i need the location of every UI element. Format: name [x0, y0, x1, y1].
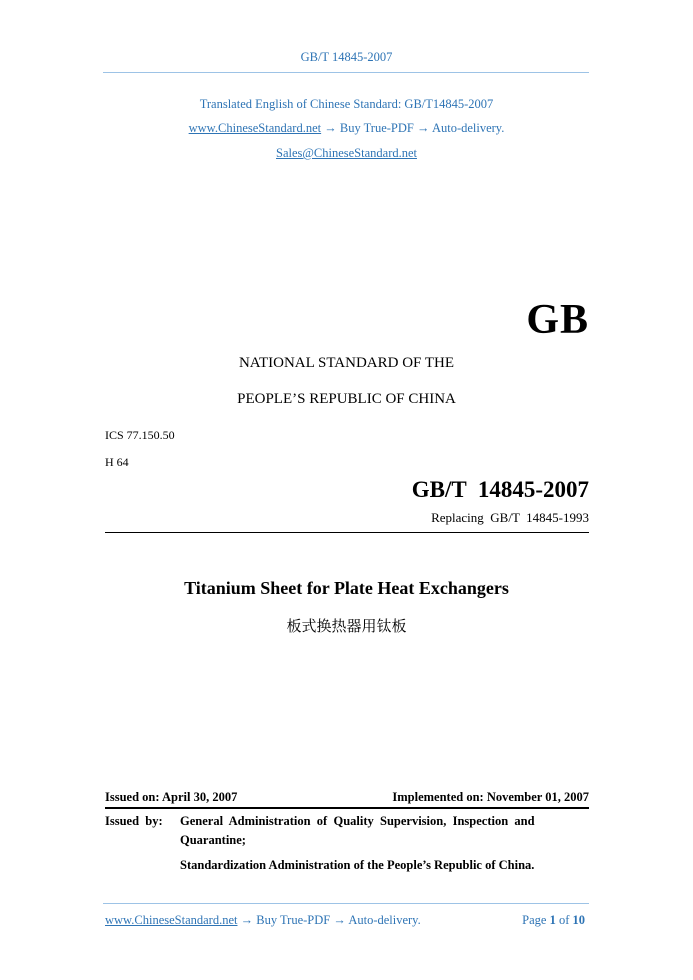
standard-number: GB/T 14845-2007 — [411, 477, 589, 502]
issued-on: Issued on: April 30, 2007 — [105, 790, 238, 804]
footer-buy-text: Buy True-PDF — [256, 913, 331, 927]
header-divider — [103, 72, 589, 73]
site-link[interactable]: www.ChineseStandard.net — [188, 121, 322, 135]
issue-divider — [105, 807, 589, 809]
of-word: of — [558, 913, 570, 927]
national-line1: NATIONAL STANDARD OF THE — [238, 355, 455, 371]
arrow-right-icon: → — [240, 913, 254, 927]
replacing-note: Replacing GB/T 14845-1993 — [431, 510, 589, 525]
title-chinese: 板式换热器用钛板 — [286, 617, 407, 635]
arrow-right-icon: → — [333, 913, 346, 927]
issued-by-label: Issued by: — [105, 814, 163, 828]
implemented-on: Implemented on: November 01, 2007 — [392, 790, 589, 804]
page-indicator — [522, 913, 585, 928]
arrow-right-icon: → — [417, 121, 430, 135]
footer-site-link[interactable]: www.ChineseStandard.net — [105, 913, 238, 927]
national-line2: PEOPLE’S REPUBLIC OF CHINA — [237, 391, 456, 407]
gb-logo: GB — [526, 297, 589, 343]
issuer-1: General Administration of Quality Supervision, Inspection and — [180, 814, 535, 828]
ics-code: ICS 77.150.50 — [105, 428, 175, 442]
page-word: Page — [522, 913, 547, 927]
page-total: 10 — [572, 913, 585, 927]
auto-delivery-text: Auto-delivery. — [431, 121, 505, 135]
title-divider — [105, 532, 589, 533]
notice-links — [0, 121, 693, 136]
issuer-1-continued: Quarantine; — [180, 833, 246, 847]
footer-divider — [103, 903, 589, 904]
email-link[interactable]: Sales@ChineseStandard.net — [276, 146, 417, 160]
title-english: Titanium Sheet for Plate Heat Exchangers — [184, 578, 509, 598]
footer-links — [105, 913, 421, 928]
buy-pdf-text: Buy True-PDF — [339, 121, 414, 135]
header-code: GB/T 14845-2007 — [300, 50, 393, 64]
notice-line: Translated English of Chinese Standard: GB/T14845-2007 — [199, 97, 494, 111]
issuer-2: Standardization Administration of the People’s Republic of China. — [180, 858, 535, 872]
page-number: 1 — [549, 913, 556, 927]
ccs-code: H 64 — [105, 455, 129, 469]
arrow-right-icon: → — [324, 121, 337, 135]
footer-delivery-text: Auto-delivery. — [348, 913, 421, 927]
email-row — [0, 146, 693, 161]
